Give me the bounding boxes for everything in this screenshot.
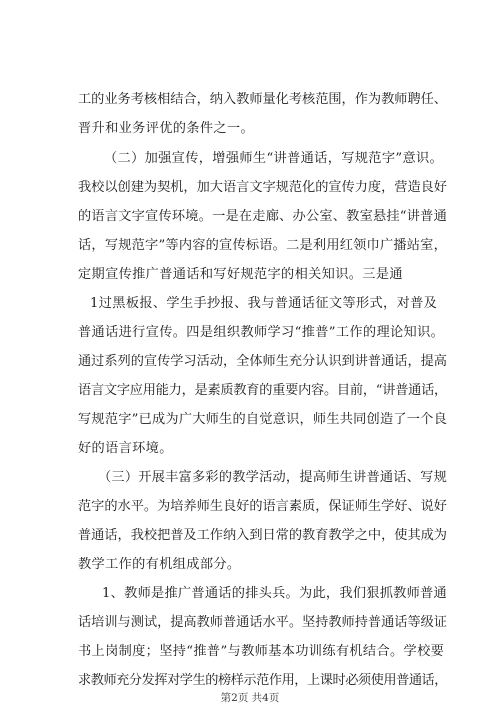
text-line: 范字的水平。为培养师生良好的语言素质，保证师生学好、说好 xyxy=(78,499,447,514)
text-line: 普通话，我校把普及工作纳入到日常的教育教学之中，使其成为 xyxy=(78,528,447,543)
text-line: （三）开展丰富多彩的教学活动，提高师生讲普通话、写规 xyxy=(98,470,447,485)
text-line: 教学工作的有机组成部分。 xyxy=(78,557,241,572)
text-line: 工的业务考核相结合，纳入教师量化考核范围，作为教师聘任、 xyxy=(78,92,447,107)
page-footer: 第2页 共4页 xyxy=(220,692,280,704)
text-line: 好的语言环境。 xyxy=(78,441,173,456)
text-line: 语言文字应用能力，是素质教育的重要内容。目前，“讲普通话， xyxy=(78,383,447,398)
text-line: 话培训与测试，提高教师普通话水平。坚持教师持普通话等级证 xyxy=(78,615,447,630)
text-line: 的语言文字宣传环境。一是在走廊、办公室、教室悬挂“讲普通 xyxy=(78,209,447,224)
text-line: （二）加强宣传，增强师生“讲普通话，写规范字”意识。 xyxy=(104,151,444,166)
text-line: 写规范字”已成为广大师生的自觉意识，师生共同创造了一个良 xyxy=(78,412,447,427)
text-line: 1、教师是推广普通话的排头兵。为此，我们狠抓教师普通 xyxy=(102,586,447,601)
text-line: 晋升和业务评优的条件之一。 xyxy=(78,121,254,136)
text-line: 求教师充分发挥对学生的榜样示范作用，上课时必须使用普通话， xyxy=(78,673,447,688)
text-line: 定期宣传推广普通话和写好规范字的相关知识。三是通 xyxy=(78,267,403,282)
text-line: 书上岗制度；坚持“推普”与教师基本功训练有机结合。学校要 xyxy=(78,644,445,659)
text-line: 普通话进行宣传。四是组织教师学习“推普”工作的理论知识。 xyxy=(78,325,445,340)
text-line: 我校以创建为契机，加大语言文字规范化的宣传力度，营造良好 xyxy=(78,180,447,195)
text-line: 话，写规范字”等内容的宣传标语。二是利用红领巾广播站室， xyxy=(78,238,447,253)
text-line: 通过系列的宣传学习活动，全体师生充分认识到讲普通话，提高 xyxy=(78,354,447,369)
text-line: 1过黑板报、学生手抄报、我与普通话征文等形式，对普及 xyxy=(90,296,438,311)
